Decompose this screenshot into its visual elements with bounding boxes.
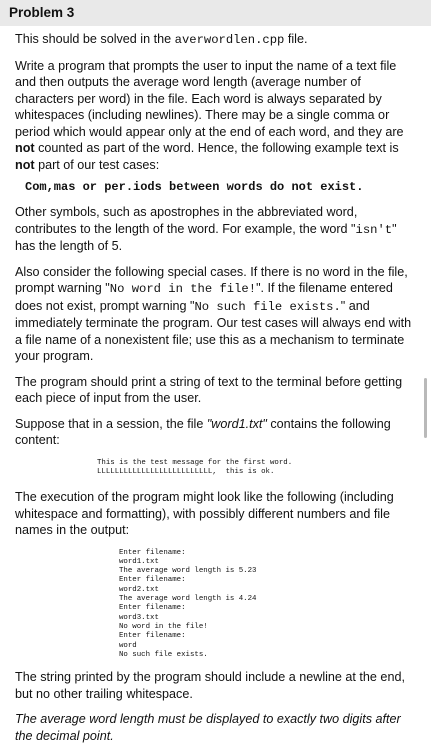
intro-text: This should be solved in the (15, 32, 175, 46)
file-content-block (97, 459, 412, 478)
intro-text-end: file. (284, 32, 308, 46)
not-emphasis-2: not (15, 157, 35, 172)
session-line: No such file exists. (119, 650, 208, 659)
session-line: The average word length is 5.23 (119, 567, 257, 576)
file-name-italic: "word1.txt" (206, 416, 267, 431)
problem-body (15, 31, 412, 744)
session-line: word (119, 641, 137, 650)
no-word-code: No word in the file! (109, 282, 257, 296)
session-line: No word in the file! (119, 622, 208, 631)
special-text: Also consider the following special cases. If there is no word in the file, prompt warning " (15, 264, 408, 295)
filename-code: averwordlen.cpp (174, 33, 285, 47)
problem-header (0, 0, 431, 26)
example-line: Com,mas or per.iods between words do not exist. (25, 180, 364, 194)
session-line: The average word length is 4.24 (119, 595, 257, 604)
symbols-text: Other symbols, such as apostrophes in the abbreviated word, contributes to the length of the word. For example, the word " (15, 205, 358, 236)
file-line: LLLLLLLLLLLLLLLLLLLLLLLLLL, this is ok. (97, 467, 275, 476)
newline-paragraph: The string printed by the program should include a newline at the end, but no other trailing whitespace. (15, 670, 405, 701)
execution-paragraph: The execution of the program might look like the following (including whitespace and formatting), with possibly different numbers and file names in the output: (15, 490, 394, 538)
symbols-text-end: " has the length of 5. (15, 221, 397, 253)
scrollbar[interactable] (424, 378, 427, 438)
task-paragraph (15, 58, 412, 174)
task-text-3: part of our test cases: (34, 157, 160, 172)
session-line: word1.txt (119, 557, 159, 566)
problem-title: Problem 3 (9, 5, 75, 20)
no-file-code: No such file exists. (194, 299, 341, 314)
session-line: Enter filename: (119, 548, 186, 557)
session-paragraph (15, 416, 412, 449)
symbols-paragraph (15, 204, 412, 255)
session-line: Enter filename: (119, 576, 186, 585)
precision-paragraph: The average word length must be displayed to exactly two digits after the decimal point. (15, 712, 401, 743)
intro-paragraph (15, 31, 412, 49)
session-text-end: contains the following content: (15, 416, 391, 447)
file-line: This is the test message for the first word. (97, 458, 293, 467)
special-text-2: ". If the filename entered does not exist, prompt warning " (15, 281, 393, 313)
session-line: word3.txt (119, 613, 159, 622)
task-text-2: counted as part of the word. Hence, the following example text is (34, 141, 399, 155)
special-text-3: " and immediately terminate the program. Our test cases will always end with a file name of a nonexistent file; use this as a mechanism to terminate your program. (15, 298, 412, 363)
session-line: Enter filename: (119, 604, 186, 613)
special-cases-paragraph (15, 264, 412, 365)
session-line: Enter filename: (119, 632, 186, 641)
task-text: Write a program that prompts the user to input the name of a text file and then outputs the average word length (average number of characters per word) in the file. Each word is always separated by whitespaces (including newlines). There may be a single comma or period which would appear only at the end of each word, and they are (15, 58, 404, 139)
prompt-paragraph: The program should print a string of text to the terminal before getting each piece of input from the user. (15, 374, 403, 405)
session-line: word2.txt (119, 585, 159, 594)
session-output-block (119, 549, 412, 661)
session-text: Suppose that in a session, the file (15, 416, 207, 431)
word-example-code: isn't (355, 222, 393, 237)
not-emphasis: not (15, 141, 35, 155)
